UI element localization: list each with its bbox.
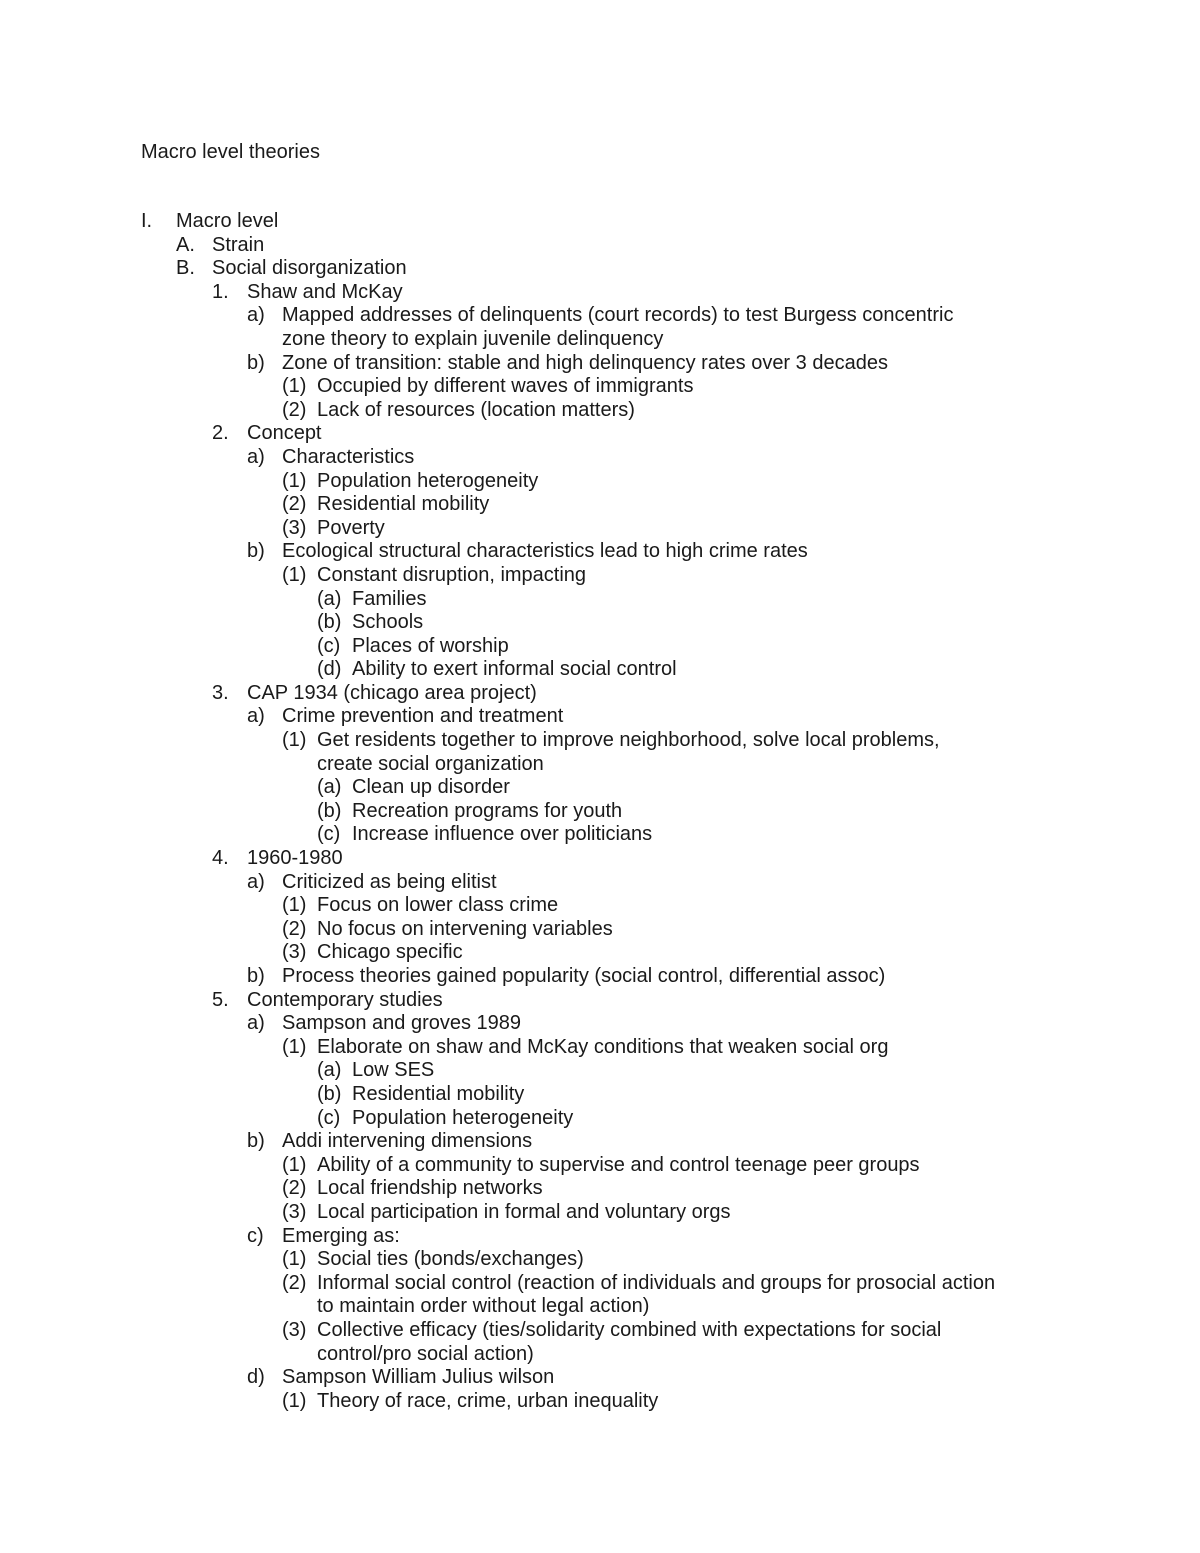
outline-item-marker: (c) <box>317 634 341 657</box>
outline-item-text: Recreation programs for youth <box>352 799 623 822</box>
outline-item-text: Low SES <box>352 1059 435 1082</box>
outline-item-text: Process theories gained popularity (social control, differential assoc) <box>282 965 886 987</box>
outline-item <box>0 304 1200 328</box>
page-title: Macro level theories <box>141 141 320 163</box>
outline-item <box>0 234 1200 258</box>
outline-item <box>0 611 1200 635</box>
outline-item-text: Local friendship networks <box>317 1177 543 1200</box>
outline-item-text: Schools <box>352 611 424 634</box>
outline-item <box>0 1130 1200 1154</box>
outline-item <box>0 1225 1200 1249</box>
outline-item <box>0 1012 1200 1036</box>
outline-item-text: Characteristics <box>282 445 415 468</box>
outline-item-text: Macro level <box>176 210 279 232</box>
outline-item-marker: (2) <box>282 493 307 516</box>
outline-item-marker: B. <box>176 257 195 280</box>
outline-item <box>0 1059 1200 1083</box>
outline-item <box>0 1154 1200 1178</box>
outline-item-marker: (b) <box>317 611 342 634</box>
outline-item-text: Families <box>352 587 427 610</box>
outline-item-text: Social ties (bonds/exchanges) <box>317 1248 584 1271</box>
outline-item-marker: c) <box>247 1224 264 1247</box>
outline-item-marker: (3) <box>282 1318 307 1341</box>
outline-item-text: Theory of race, crime, urban inequality <box>317 1389 659 1412</box>
outline-item <box>0 965 1200 989</box>
outline-item-marker: a) <box>247 445 265 468</box>
outline-item <box>0 540 1200 564</box>
outline-item-continuation: to maintain order without legal action) <box>317 1295 650 1318</box>
outline-item-text: Ecological structural characteristics lead to high crime rates <box>282 540 808 563</box>
outline-item-text: Residential mobility <box>352 1082 525 1105</box>
outline-item-text: Constant disruption, impacting <box>317 563 587 586</box>
outline-item-text: Poverty <box>317 516 385 539</box>
outline-item-continuation: control/pro social action) <box>317 1342 534 1365</box>
outline-item-text: Shaw and McKay <box>247 280 403 303</box>
outline-item-marker: (2) <box>282 398 307 421</box>
outline-item <box>0 352 1200 376</box>
outline-item-marker: A. <box>176 233 195 256</box>
outline-item-marker: b) <box>247 540 265 563</box>
outline-item-marker: a) <box>247 304 265 327</box>
outline-item <box>0 375 1200 399</box>
outline-item-marker: (1) <box>282 1153 307 1176</box>
outline-item <box>0 1319 1200 1343</box>
outline-item <box>0 422 1200 446</box>
outline-item-text: Places of worship <box>352 634 509 657</box>
outline-item-marker: (2) <box>282 1271 307 1294</box>
outline-item-text: Informal social control (reaction of individuals and groups for prosocial action <box>317 1271 996 1294</box>
outline-item <box>0 210 1200 234</box>
outline-item <box>0 705 1200 729</box>
outline-item-text: Ability of a community to supervise and control teenage peer groups <box>317 1153 920 1176</box>
outline-item-continuation: zone theory to explain juvenile delinquency <box>282 327 664 350</box>
outline-item-text: Collective efficacy (ties/solidarity combined with expectations for social <box>317 1318 942 1341</box>
outline-item-text: Lack of resources (location matters) <box>317 398 635 421</box>
outline-item-text: Contemporary studies <box>247 988 443 1011</box>
outline-item <box>0 682 1200 706</box>
outline-item <box>0 918 1200 942</box>
outline-item <box>0 1272 1200 1296</box>
outline-item <box>0 894 1200 918</box>
outline-item-marker: (a) <box>317 776 342 799</box>
outline-item-text: Addi intervening dimensions <box>282 1130 533 1153</box>
outline-item-text: Increase influence over politicians <box>352 823 653 846</box>
outline-item-marker: (c) <box>317 823 341 846</box>
outline-item-text: Ability to exert informal social control <box>352 658 677 681</box>
outline-item-marker: (1) <box>282 563 307 586</box>
outline-item-text: Social disorganization <box>212 257 407 280</box>
outline-item-text: No focus on intervening variables <box>317 917 613 940</box>
outline-item <box>0 729 1200 753</box>
outline-item-marker: (1) <box>282 1389 307 1412</box>
outline-item <box>0 564 1200 588</box>
outline-item-marker: (1) <box>282 1248 307 1271</box>
outline-item-text: Mapped addresses of delinquents (court records) to test Burgess concentric <box>282 304 954 327</box>
outline-item-text: Elaborate on shaw and McKay conditions that weaken social org <box>317 1035 889 1058</box>
outline-item-text: Strain <box>212 233 265 256</box>
outline-item-text: Residential mobility <box>317 493 490 516</box>
outline-item-marker: (1) <box>282 469 307 492</box>
outline-item <box>0 281 1200 305</box>
outline-item-marker: (1) <box>282 1035 307 1058</box>
outline-item-text: 1960-1980 <box>247 847 343 870</box>
outline-item-text: Emerging as: <box>282 1224 400 1247</box>
outline-item-marker: a) <box>247 870 265 893</box>
outline-item-marker: b) <box>247 965 265 987</box>
outline-item-text: Concept <box>247 422 322 445</box>
outline-item-marker: (1) <box>282 894 307 917</box>
outline-item-marker: (c) <box>317 1106 341 1129</box>
outline-item-marker: b) <box>247 1130 265 1153</box>
outline-item-marker: (1) <box>282 375 307 398</box>
outline-item <box>0 871 1200 895</box>
outline-item-marker: (1) <box>282 729 307 752</box>
outline-item <box>0 1201 1200 1225</box>
outline-item <box>0 1083 1200 1107</box>
outline-item <box>0 399 1200 423</box>
outline-item-text: Clean up disorder <box>352 776 510 799</box>
outline-item-marker: 4. <box>212 847 229 870</box>
outline-item <box>0 658 1200 682</box>
outline-item-marker: d) <box>247 1366 265 1389</box>
outline-item <box>0 800 1200 824</box>
outline-item-text: Chicago specific <box>317 941 463 964</box>
outline-item-marker: (b) <box>317 1082 342 1105</box>
outline-item-text: Zone of transition: stable and high delinquency rates over 3 decades <box>282 351 888 374</box>
outline-item-text: Population heterogeneity <box>317 469 539 492</box>
outline-item-marker: (3) <box>282 1200 307 1223</box>
outline-item <box>0 823 1200 847</box>
outline-item-text: Local participation in formal and voluntary orgs <box>317 1200 731 1223</box>
outline-item <box>0 446 1200 470</box>
outline-item-marker: a) <box>247 705 265 728</box>
outline-item <box>0 635 1200 659</box>
outline-item <box>0 1036 1200 1060</box>
outline-item-text: Sampson William Julius wilson <box>282 1366 555 1389</box>
outline-item <box>0 470 1200 494</box>
outline-item-marker: 3. <box>212 681 229 704</box>
outline-item <box>0 847 1200 871</box>
outline-item-marker: (2) <box>282 917 307 940</box>
outline-item <box>0 1366 1200 1390</box>
outline-item <box>0 941 1200 965</box>
outline-item-marker: (3) <box>282 941 307 964</box>
outline-item <box>0 1390 1200 1414</box>
outline-item-text: Get residents together to improve neighborhood, solve local problems, <box>317 729 940 752</box>
outline-item-marker: (2) <box>282 1177 307 1200</box>
outline-item-marker: (d) <box>317 658 342 681</box>
outline-item <box>0 493 1200 517</box>
outline-item-text: Criticized as being elitist <box>282 870 497 893</box>
outline-item <box>0 989 1200 1013</box>
outline-item-text: Occupied by different waves of immigrants <box>317 375 694 398</box>
outline-item <box>0 1248 1200 1272</box>
outline-item-marker: 5. <box>212 988 229 1011</box>
outline-item <box>0 1177 1200 1201</box>
outline-item-marker: 1. <box>212 280 229 303</box>
outline-item <box>0 588 1200 612</box>
outline-item <box>0 1107 1200 1131</box>
outline-item-text: Crime prevention and treatment <box>282 705 564 728</box>
outline-item-marker: 2. <box>212 422 229 445</box>
outline-item-text: Focus on lower class crime <box>317 894 559 917</box>
outline-item <box>0 517 1200 541</box>
outline-item <box>0 776 1200 800</box>
outline-list <box>0 210 1200 1413</box>
outline-item-text: Population heterogeneity <box>352 1106 574 1129</box>
outline-item-continuation: create social organization <box>317 752 544 775</box>
outline-item-marker: a) <box>247 1012 265 1035</box>
outline-item-marker: I. <box>141 210 153 232</box>
outline-item-marker: (a) <box>317 1059 342 1082</box>
outline-item-text: CAP 1934 (chicago area project) <box>247 681 537 704</box>
outline-item-marker: (a) <box>317 587 342 610</box>
outline-item-marker: (b) <box>317 799 342 822</box>
outline-item-marker: (3) <box>282 516 307 539</box>
outline-item-text: Sampson and groves 1989 <box>282 1012 522 1035</box>
outline-item-marker: b) <box>247 351 265 374</box>
outline-item <box>0 257 1200 281</box>
